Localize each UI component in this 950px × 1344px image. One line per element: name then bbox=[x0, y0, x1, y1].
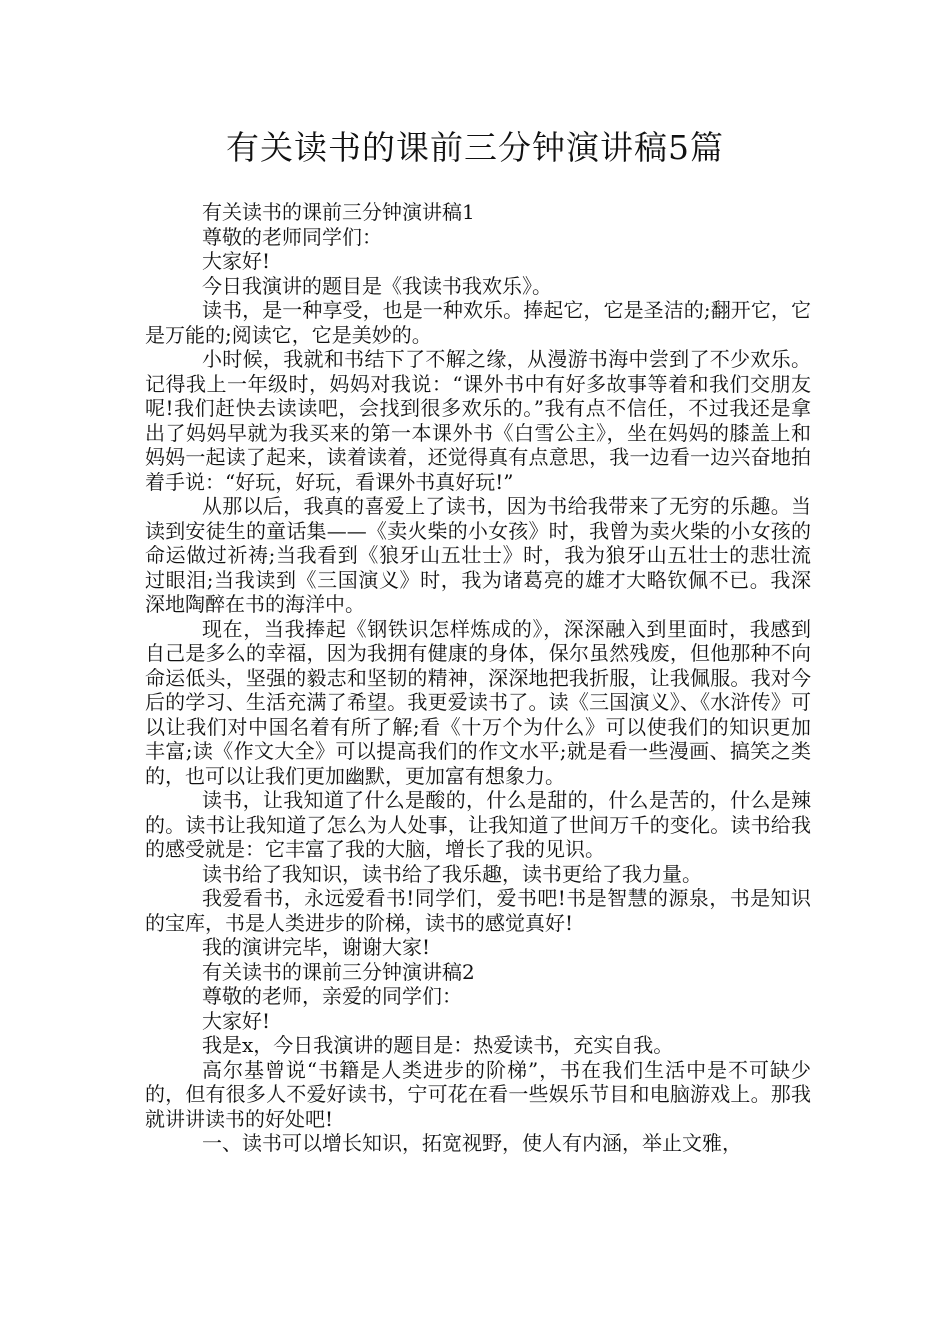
salutation: 尊敬的老师，亲爱的同学们： bbox=[202, 984, 462, 1008]
body-paragraph: 一、读书可以增长知识，拓宽视野，使人有内涵，举止文雅， bbox=[202, 1131, 742, 1155]
body-paragraph: 现在，当我捧起《钢铁识怎样炼成的》，深深融入到里面时，我感到自己是多么的幸福，因为我拥有健康的身体，保尔虽然残废，但他那种不向命运低头，坚强的毅志和坚韧的精神，深深地把我折服，让我佩服。我对今后的学习、生活充满了希望。我更爱读书了。读《三国演义》、《水浒传》可以让我们对中国名着有所了解;看《十万个为什么》可以使我们的知识更加丰富;读《作文大全》可以提高我们的作文水平;就是看一些漫画、搞笑之类的，也可以让我们更加幽默，更加富有想象力。 bbox=[145, 616, 811, 788]
section-heading: 有关读书的课前三分钟演讲稿1 bbox=[202, 200, 475, 224]
body-paragraph: 读书，让我知道了什么是酸的，什么是甜的，什么是苦的，什么是辣的。读书让我知道了怎么为人处事，让我知道了世间万千的变化。读书给我的感受就是：它丰富了我的大脑，增长了我的见识。 bbox=[145, 788, 811, 861]
document-title: 有关读书的课前三分钟演讲稿5篇 bbox=[226, 128, 724, 167]
body-paragraph: 从那以后，我真的喜爱上了读书，因为书给我带来了无穷的乐趣。当读到安徒生的童话集——《卖火柴的小女孩》时，我曾为卖火柴的小女孩的命运做过祈祷;当我看到《狼牙山五壮士》时，我为狼牙山五壮士的悲壮流过眼泪;当我读到《三国演义》时，我为诸葛亮的雄才大略钦佩不已。我深深地陶醉在书的海洋中。 bbox=[145, 494, 811, 616]
greeting: 大家好! bbox=[202, 1008, 271, 1033]
section-heading: 有关读书的课前三分钟演讲稿2 bbox=[202, 959, 475, 984]
body-paragraph: 我爱看书，永远爱看书!同学们，爱书吧!书是智慧的源泉，书是知识的宝库，书是人类进步的阶梯，读书的感觉真好! bbox=[145, 886, 811, 935]
speech-topic: 今日我演讲的题目是《我读书我欢乐》。 bbox=[202, 273, 552, 298]
document-body bbox=[145, 200, 811, 1156]
body-paragraph: 高尔基曾说“书籍是人类进步的阶梯”，书在我们生活中是不可缺少的，但有很多人不爱好读书，宁可花在看一些娱乐节目和电脑游戏上。那我就讲讲读书的好处吧! bbox=[145, 1057, 811, 1131]
body-paragraph: 读书，是一种享受，也是一种欢乐。捧起它，它是圣洁的;翻开它，它是万能的;阅读它，它是美妙的。 bbox=[145, 298, 811, 347]
body-paragraph: 读书给了我知识，读书给了我乐趣，读书更给了我力量。 bbox=[202, 861, 702, 886]
salutation: 尊敬的老师同学们： bbox=[202, 224, 382, 249]
body-paragraph: 小时候，我就和书结下了不解之缘，从漫游书海中尝到了不少欢乐。记得我上一年级时，妈妈对我说：“课外书中有好多故事等着和我们交朋友呢!我们赶快去读读吧，会找到很多欢乐的。”我有点不信任，不过我还是拿出了妈妈早就为我买来的第一本课外书《白雪公主》，坐在妈妈的膝盖上和妈妈一起读了起来，读着读着，还觉得真有点意思，我一边看一边兴奋地拍着手说：“好玩，好玩，看课外书真好玩!” bbox=[145, 347, 811, 494]
closing-line: 我的演讲完毕，谢谢大家! bbox=[202, 935, 431, 959]
speech-topic: 我是x，今日我演讲的题目是：热爱读书，充实自我。 bbox=[202, 1033, 674, 1057]
greeting: 大家好! bbox=[202, 249, 271, 273]
